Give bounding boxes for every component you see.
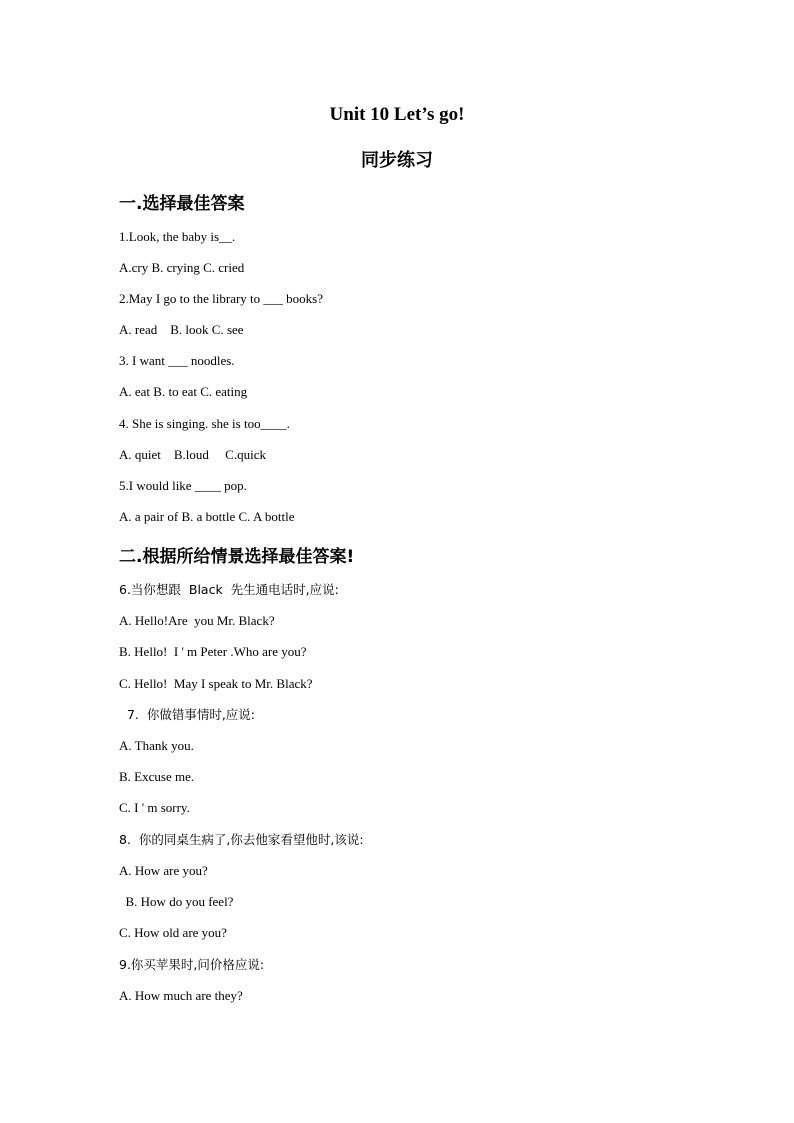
question-2: 2.May I go to the library to ___ books? [119, 291, 323, 306]
question-6: 6.当你想跟 Black 先生通电话时,应说: [119, 582, 339, 597]
question-8-option-c: C. How old are you? [119, 925, 227, 940]
section-heading-situational: 二.根据所给情景选择最佳答案! [119, 547, 355, 567]
unit-title: Unit 10 Let’s go! [329, 104, 465, 125]
question-7-option-c: C. I ' m sorry. [119, 800, 190, 815]
question-7-option-b: B. Excuse me. [119, 769, 195, 784]
question-6-option-c: C. Hello! May I speak to Mr. Black? [119, 676, 313, 691]
question-8-option-a: A. How are you? [119, 863, 208, 878]
question-9: 9.你买苹果时,问价格应说: [119, 957, 265, 972]
question-1: 1.Look, the baby is__. [119, 229, 236, 244]
question-9-option-a: A. How much are they? [119, 988, 243, 1003]
question-7-option-a: A. Thank you. [119, 738, 194, 753]
question-5-options: A. a pair of B. a bottle C. A bottle [119, 509, 295, 524]
question-1-options: A.cry B. crying C. cried [119, 260, 245, 275]
question-4-options: A. quiet B.loud C.quick [119, 447, 266, 462]
question-4: 4. She is singing. she is too____. [119, 416, 290, 431]
question-6-option-a: A. Hello!Are you Mr. Black? [119, 613, 275, 628]
question-3: 3. I want ___ noodles. [119, 353, 235, 368]
question-2-options: A. read B. look C. see [119, 322, 244, 337]
question-5: 5.I would like ____ pop. [119, 478, 247, 493]
question-8-option-b: B. How do you feel? [119, 894, 234, 909]
question-8: 8. 你的同桌生病了,你去他家看望他时,该说: [119, 832, 364, 847]
question-6-option-b: B. Hello! I ' m Peter .Who are you? [119, 644, 307, 659]
question-7: 7. 你做错事情时,应说: [119, 707, 256, 722]
section-heading-multiple-choice: 一.选择最佳答案 [119, 194, 245, 214]
question-3-options: A. eat B. to eat C. eating [119, 384, 248, 399]
worksheet-subtitle: 同步练习 [361, 150, 433, 171]
